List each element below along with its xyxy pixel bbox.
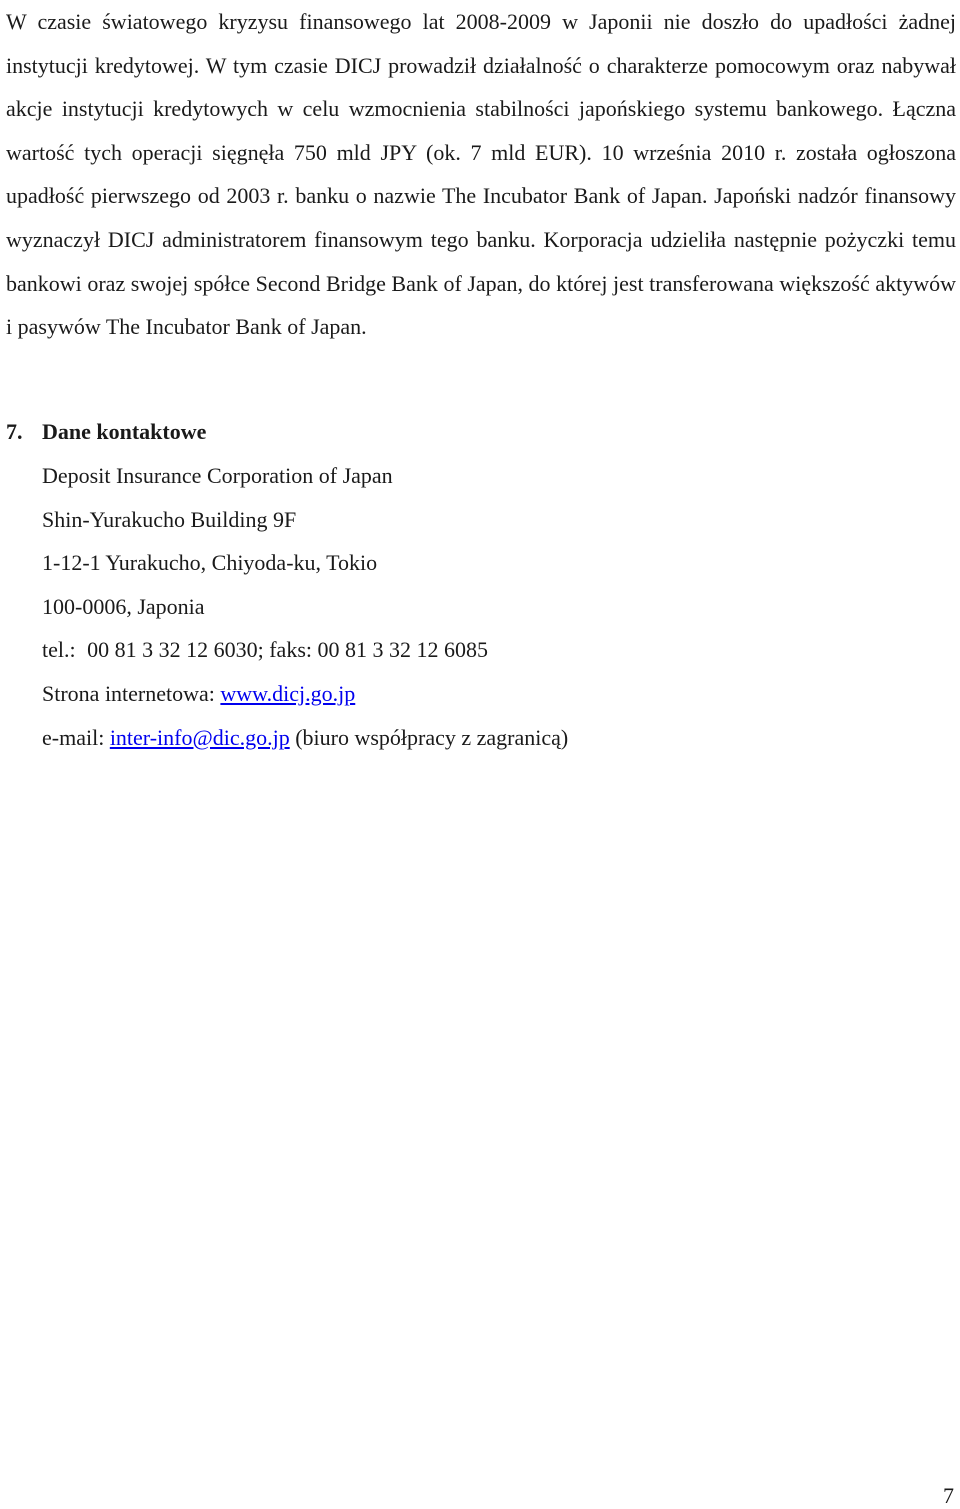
section-title: Dane kontaktowe: [42, 419, 207, 444]
email-label: e-mail:: [42, 724, 105, 750]
contact-street: 1-12-1 Yurakucho, Chiyoda-ku, Tokio: [42, 550, 378, 576]
fax-number: 00 81 3 32 12 6085: [317, 637, 488, 663]
email-link[interactable]: inter-info@dic.go.jp: [109, 724, 290, 750]
page-number: 7: [943, 1483, 954, 1508]
body-paragraph: [6, 0, 956, 349]
section-number: 7.: [6, 419, 23, 444]
contact-email-line: [42, 716, 568, 760]
contact-phone-fax-line: [42, 628, 568, 672]
fax-label: faks:: [269, 637, 312, 663]
contact-details: [42, 454, 568, 759]
sentence: Korporacja udzieliła następnie pożyczki temu bankowi oraz swojej spółce Second Bridge Bank of Japan, do której jest transferowana większość aktywów i pasywów The Incubator Bank of Japan.: [6, 226, 956, 340]
phone-number: 00 81 3 32 12 6030;: [87, 637, 264, 663]
sentence: W czasie światowego kryzysu finansowego lat 2008-2009 w Japonii nie doszło do upadłości żadnej instytucji kredytowej.: [6, 9, 956, 78]
contact-organization: Deposit Insurance Corporation of Japan: [42, 463, 393, 488]
website-label: Strona internetowa:: [42, 680, 215, 706]
phone-label: tel.:: [42, 637, 76, 663]
sentence: W tym czasie DICJ prowadził działalność o charakterze pomocowym oraz nabywał akcje instytucji kredytowych w celu wzmocnienia stabilności japońskiego systemu bankowego.: [6, 52, 956, 122]
website-link[interactable]: www.dicj.go.jp: [220, 680, 356, 706]
email-note: (biuro współpracy z zagranicą): [295, 724, 569, 750]
sentence: Japoński nadzór finansowy wyznaczył DICJ administratorem finansowym tego banku.: [6, 183, 957, 252]
contact-building: Shin-Yurakucho Building 9F: [42, 506, 297, 532]
contact-postal: 100-0006, Japonia: [42, 593, 205, 619]
sentence: Łączna wartość tych operacji sięgnęła 750 mld JPY (ok. 7 mld EUR).: [6, 96, 957, 165]
section-heading: [6, 410, 206, 454]
sentence: 10 września 2010 r. została ogłoszona upadłość pierwszego od 2003 r. banku o nazwie The Incubator Bank of Japan.: [6, 139, 956, 209]
contact-website-line: [42, 672, 568, 716]
